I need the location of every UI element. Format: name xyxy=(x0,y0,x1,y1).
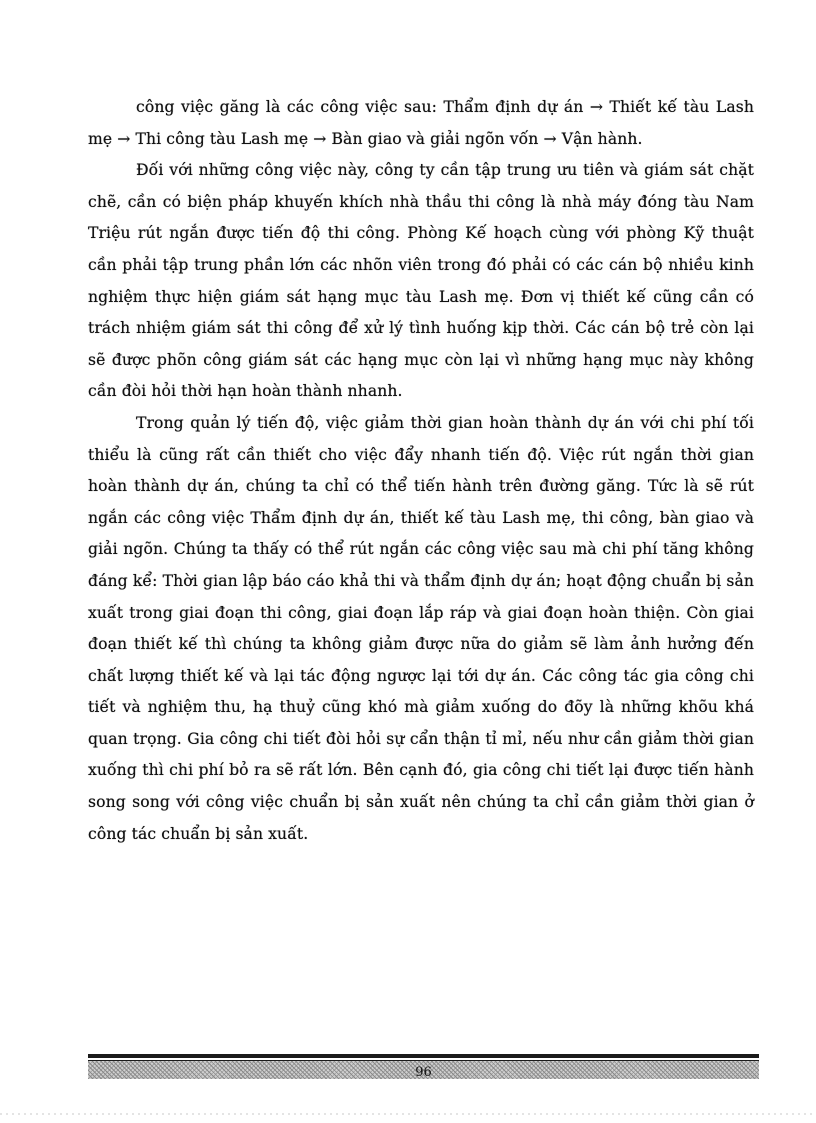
page-number: 96 xyxy=(415,1065,432,1080)
footer-band xyxy=(88,1061,759,1079)
paragraph-schedule-management: Trong quản lý tiến độ, việc giảm thời gian hoàn thành dự án với chi phí tối thiểu là cũng rất cần thiết cho việc đẩy nhanh tiến độ. Việc rút ngắn thời gian hoàn thành dự án, chúng ta chỉ có thể tiến hành trên đường găng. Tức là sẽ rút ngắn các công việc Thẩm định dự án, thiết kế tàu Lash mẹ, thi công, bàn giao và giải ngõn. Chúng ta thấy có thể rút ngắn các công việc sau mà chi phí tăng không đáng kể: Thời gian lập báo cáo khả thi và thẩm định dự án; hoạt động chuẩn bị sản xuất trong giai đoạn thi công, giai đoạn lắp ráp và giai đoạn hoàn thiện. Còn giai đoạn thiết kế thì chúng ta không giảm được nữa do giảm sẽ làm ảnh hưởng đến chất lượng thiết kế và lại tác động ngược lại tới dự án. Các công tác gia công chi tiết và nghiệm thu, hạ thuỷ cũng khó mà giảm xuống do đõy là những khõu khá quan trọng. Gia công chi tiết đòi hỏi sự cẩn thận tỉ mỉ, nếu như cần giảm thời gian xuống thì chi phí bỏ ra sẽ rất lớn. Bên cạnh đó, gia công chi tiết lại được tiến hành song song với công việc chuẩn bị sản xuất nên chúng ta chỉ cần giảm thời gian ở công tác chuẩn bị sản xuất. xyxy=(88,413,754,843)
page-body xyxy=(88,92,754,850)
footer-rule-thick xyxy=(88,1054,759,1058)
page-footer xyxy=(88,1054,759,1079)
paragraph-supervision: Đối với những công việc này, công ty cần tập trung ưu tiên và giám sát chặt chẽ, cần có biện pháp khuyến khích nhà thầu thi công là nhà máy đóng tàu Nam Triệu rút ngắn được tiến độ thi công. Phòng Kế hoạch cùng với phòng Kỹ thuật cần phải tập trung phần lớn các nhõn viên trong đó phải có các cán bộ nhiều kinh nghiệm thực hiện giám sát hạng mục tàu Lash mẹ. Đơn vị thiết kế cũng cần có trách nhiệm giám sát thi công để xử lý tình huống kịp thời. Các cán bộ trẻ còn lại sẽ được phõn công giám sát các hạng mục còn lại vì những hạng mục này không cần đòi hỏi thời hạn hoàn thành nhanh. xyxy=(88,161,754,401)
bottom-border-dots xyxy=(0,1113,816,1115)
paragraph-critical-path-list: công việc găng là các công việc sau: Thẩm định dự án → Thiết kế tàu Lash mẹ → Thi công tàu Lash mẹ → Bàn giao và giải ngõn vốn → Vận hành. xyxy=(88,98,754,148)
